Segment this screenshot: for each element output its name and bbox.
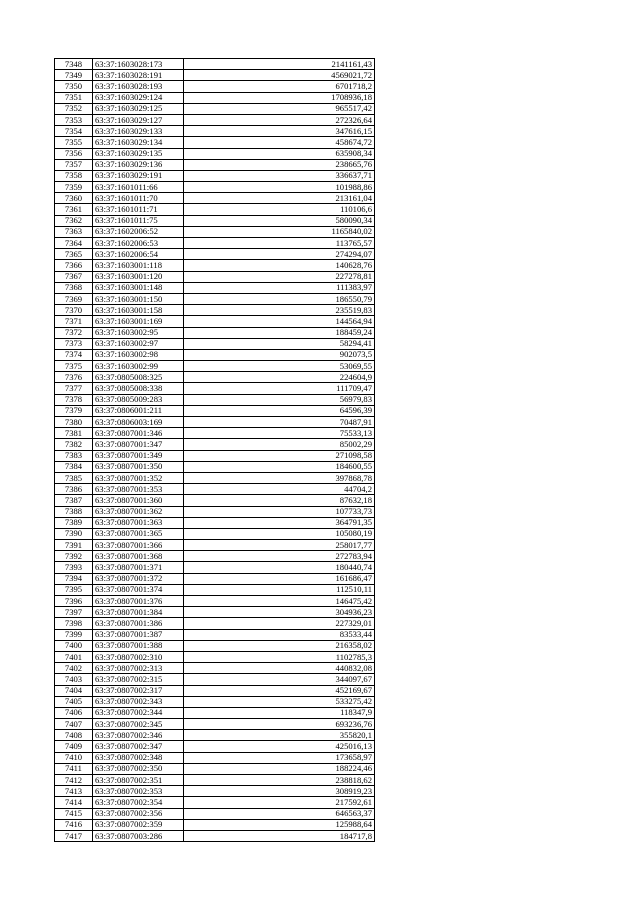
cadastral-value-cell: 53069,55 [184,361,375,372]
cadastral-number-cell: 63:37:1601011:71 [93,204,184,215]
row-number-cell: 7377 [55,383,93,394]
row-number-cell: 7388 [55,506,93,517]
table-row [55,651,375,662]
table-row [55,730,375,741]
row-number-cell: 7406 [55,707,93,718]
cadastral-number-cell: 63:37:0807001:372 [93,573,184,584]
table-row [55,775,375,786]
cadastral-number-cell: 63:37:0805009:283 [93,394,184,405]
cadastral-number-cell: 63:37:1603028:173 [93,59,184,70]
row-number-cell: 7357 [55,159,93,170]
cadastral-number-cell: 63:37:1602006:52 [93,226,184,237]
table-row [55,293,375,304]
row-number-cell: 7352 [55,103,93,114]
row-number-cell: 7414 [55,797,93,808]
row-number-cell: 7379 [55,405,93,416]
row-number-cell: 7415 [55,808,93,819]
cadastral-value-cell: 180440,74 [184,562,375,573]
table-row [55,719,375,730]
row-number-cell: 7351 [55,92,93,103]
cadastral-value-cell: 111383,97 [184,282,375,293]
row-number-cell: 7403 [55,674,93,685]
table-row [55,70,375,81]
cadastral-number-cell: 63:37:1603028:193 [93,81,184,92]
cadastral-value-cell: 188224,46 [184,763,375,774]
cadastral-number-cell: 63:37:0807002:351 [93,775,184,786]
row-number-cell: 7366 [55,260,93,271]
cadastral-value-cell: 173658,97 [184,752,375,763]
table-row [55,316,375,327]
table-row [55,830,375,841]
table-row [55,81,375,92]
table-row [55,170,375,181]
cadastral-number-cell: 63:37:1603002:99 [93,361,184,372]
cadastral-value-cell: 217592,61 [184,797,375,808]
table-row [55,417,375,428]
table-row [55,573,375,584]
cadastral-value-cell: 1165840,02 [184,226,375,237]
cadastral-value-cell: 1708936,18 [184,92,375,103]
row-number-cell: 7412 [55,775,93,786]
row-number-cell: 7404 [55,685,93,696]
cadastral-number-cell: 63:37:0807002:353 [93,786,184,797]
cadastral-number-cell: 63:37:0805008:338 [93,383,184,394]
cadastral-number-cell: 63:37:1603029:133 [93,126,184,137]
row-number-cell: 7397 [55,607,93,618]
cadastral-number-cell: 63:37:1603002:98 [93,349,184,360]
cadastral-value-cell: 308919,23 [184,786,375,797]
row-number-cell: 7359 [55,182,93,193]
cadastral-number-cell: 63:37:0807002:350 [93,763,184,774]
row-number-cell: 7413 [55,786,93,797]
cadastral-value-cell: 186550,79 [184,293,375,304]
cadastral-value-cell: 355820,1 [184,730,375,741]
row-number-cell: 7395 [55,584,93,595]
table-row [55,271,375,282]
row-number-cell: 7399 [55,629,93,640]
cadastral-number-cell: 63:37:1603002:95 [93,327,184,338]
cadastral-value-cell: 347616,15 [184,126,375,137]
cadastral-number-cell: 63:37:0807002:348 [93,752,184,763]
cadastral-number-cell: 63:37:0806003:169 [93,417,184,428]
table-row [55,450,375,461]
cadastral-value-cell: 58294,41 [184,338,375,349]
cadastral-value-cell: 227329,01 [184,618,375,629]
row-number-cell: 7383 [55,450,93,461]
cadastral-number-cell: 63:37:0807001:368 [93,551,184,562]
row-number-cell: 7398 [55,618,93,629]
cadastral-number-cell: 63:37:1603001:158 [93,305,184,316]
cadastral-number-cell: 63:37:1601011:75 [93,215,184,226]
cadastral-number-cell: 63:37:0807002:346 [93,730,184,741]
row-number-cell: 7417 [55,830,93,841]
cadastral-number-cell: 63:37:0807002:317 [93,685,184,696]
cadastral-value-cell: 336637,71 [184,170,375,181]
cadastral-value-cell: 144564,94 [184,316,375,327]
table-row [55,551,375,562]
cadastral-number-cell: 63:37:1602006:54 [93,249,184,260]
table-row [55,137,375,148]
cadastral-value-cell: 188459,24 [184,327,375,338]
cadastral-number-cell: 63:37:0807002:313 [93,663,184,674]
row-number-cell: 7375 [55,361,93,372]
row-number-cell: 7381 [55,428,93,439]
cadastral-number-cell: 63:37:1603029:134 [93,137,184,148]
cadastral-number-cell: 63:37:1603001:120 [93,271,184,282]
table-row [55,103,375,114]
cadastral-value-cell: 101988,86 [184,182,375,193]
cadastral-number-cell: 63:37:0807001:365 [93,528,184,539]
cadastral-value-cell: 238818,62 [184,775,375,786]
row-number-cell: 7365 [55,249,93,260]
cadastral-number-cell: 63:37:1603002:97 [93,338,184,349]
cadastral-value-cell: 111709,47 [184,383,375,394]
cadastral-value-cell: 965517,42 [184,103,375,114]
table-row [55,394,375,405]
cadastral-value-cell: 4569021,72 [184,70,375,81]
cadastral-number-cell: 63:37:1603001:169 [93,316,184,327]
cadastral-number-cell: 63:37:1603029:135 [93,148,184,159]
cadastral-number-cell: 63:37:1601011:66 [93,182,184,193]
cadastral-value-cell: 75533,13 [184,428,375,439]
cadastral-value-cell: 224604,9 [184,372,375,383]
table-row [55,472,375,483]
table-body [55,59,375,842]
cadastral-value-cell: 227278,81 [184,271,375,282]
row-number-cell: 7389 [55,517,93,528]
table-row [55,428,375,439]
cadastral-value-cell: 64596,39 [184,405,375,416]
table-row [55,629,375,640]
table-row [55,819,375,830]
row-number-cell: 7405 [55,696,93,707]
cadastral-number-cell: 63:37:0807001:386 [93,618,184,629]
table-row [55,618,375,629]
cadastral-number-cell: 63:37:0807001:363 [93,517,184,528]
table-row [55,484,375,495]
cadastral-value-cell: 635908,34 [184,148,375,159]
cadastral-value-cell: 44704,2 [184,484,375,495]
table-row [55,361,375,372]
cadastral-number-cell: 63:37:0807001:387 [93,629,184,640]
row-number-cell: 7350 [55,81,93,92]
cadastral-value-cell: 693236,76 [184,719,375,730]
cadastral-value-cell: 533275,42 [184,696,375,707]
cadastral-number-cell: 63:37:0807001:388 [93,640,184,651]
cadastral-value-cell: 272326,64 [184,114,375,125]
row-number-cell: 7373 [55,338,93,349]
cadastral-value-cell: 1102785,3 [184,651,375,662]
row-number-cell: 7402 [55,663,93,674]
table-row [55,260,375,271]
cadastral-value-cell: 2141161,43 [184,59,375,70]
row-number-cell: 7361 [55,204,93,215]
cadastral-number-cell: 63:37:0807002:359 [93,819,184,830]
cadastral-value-cell: 271098,58 [184,450,375,461]
table-row [55,461,375,472]
cadastral-number-cell: 63:37:0805008:325 [93,372,184,383]
row-number-cell: 7354 [55,126,93,137]
table-row [55,707,375,718]
cadastral-number-cell: 63:37:0807002:354 [93,797,184,808]
cadastral-value-cell: 140628,76 [184,260,375,271]
cadastral-value-cell: 125988,64 [184,819,375,830]
cadastral-number-cell: 63:37:0807001:350 [93,461,184,472]
row-number-cell: 7407 [55,719,93,730]
cadastral-number-cell: 63:37:0807001:384 [93,607,184,618]
table-row [55,540,375,551]
cadastral-number-cell: 63:37:0807002:344 [93,707,184,718]
cadastral-value-cell: 6701718,2 [184,81,375,92]
row-number-cell: 7410 [55,752,93,763]
table-row [55,696,375,707]
row-number-cell: 7393 [55,562,93,573]
cadastral-value-cell: 146475,42 [184,596,375,607]
row-number-cell: 7372 [55,327,93,338]
row-number-cell: 7371 [55,316,93,327]
cadastral-value-cell: 87632,18 [184,495,375,506]
row-number-cell: 7349 [55,70,93,81]
row-number-cell: 7411 [55,763,93,774]
row-number-cell: 7358 [55,170,93,181]
cadastral-number-cell: 63:37:1603001:150 [93,293,184,304]
row-number-cell: 7391 [55,540,93,551]
cadastral-number-cell: 63:37:0807001:366 [93,540,184,551]
cadastral-number-cell: 63:37:0807001:349 [93,450,184,461]
table-row [55,193,375,204]
row-number-cell: 7380 [55,417,93,428]
cadastral-value-table [54,58,375,842]
cadastral-value-cell: 56979,83 [184,394,375,405]
cadastral-value-cell: 235519,83 [184,305,375,316]
cadastral-value-cell: 110106,6 [184,204,375,215]
table-row [55,607,375,618]
cadastral-number-cell: 63:37:0807002:315 [93,674,184,685]
row-number-cell: 7355 [55,137,93,148]
row-number-cell: 7384 [55,461,93,472]
cadastral-number-cell: 63:37:0807001:347 [93,439,184,450]
cadastral-value-cell: 184717,8 [184,830,375,841]
table-row [55,204,375,215]
table-row [55,215,375,226]
cadastral-number-cell: 63:37:0807001:352 [93,472,184,483]
cadastral-number-cell: 63:37:0806001:211 [93,405,184,416]
row-number-cell: 7390 [55,528,93,539]
cadastral-value-cell: 458674,72 [184,137,375,148]
table-row [55,338,375,349]
table-row [55,305,375,316]
cadastral-value-cell: 258017,77 [184,540,375,551]
row-number-cell: 7382 [55,439,93,450]
table-row [55,372,375,383]
cadastral-value-cell: 113765,57 [184,238,375,249]
cadastral-number-cell: 63:37:0807002:356 [93,808,184,819]
table-row [55,797,375,808]
cadastral-number-cell: 63:37:1603029:124 [93,92,184,103]
row-number-cell: 7374 [55,349,93,360]
cadastral-number-cell: 63:37:1601011:70 [93,193,184,204]
table-row [55,808,375,819]
cadastral-value-cell: 364791,35 [184,517,375,528]
table-row [55,596,375,607]
cadastral-number-cell: 63:37:0807002:345 [93,719,184,730]
cadastral-number-cell: 63:37:0807002:347 [93,741,184,752]
cadastral-value-cell: 274294,07 [184,249,375,260]
cadastral-value-cell: 902073,5 [184,349,375,360]
table-row [55,562,375,573]
row-number-cell: 7378 [55,394,93,405]
row-number-cell: 7409 [55,741,93,752]
cadastral-number-cell: 63:37:0807001:374 [93,584,184,595]
table-row [55,114,375,125]
cadastral-value-cell: 85002,29 [184,439,375,450]
cadastral-number-cell: 63:37:1603001:148 [93,282,184,293]
row-number-cell: 7408 [55,730,93,741]
table-row [55,282,375,293]
cadastral-value-cell: 452169,67 [184,685,375,696]
cadastral-number-cell: 63:37:1603029:125 [93,103,184,114]
table-row [55,517,375,528]
cadastral-value-cell: 112510,11 [184,584,375,595]
cadastral-number-cell: 63:37:1603029:191 [93,170,184,181]
cadastral-value-cell: 161686,47 [184,573,375,584]
table-row [55,495,375,506]
table-row [55,92,375,103]
row-number-cell: 7394 [55,573,93,584]
cadastral-number-cell: 63:37:1603029:127 [93,114,184,125]
row-number-cell: 7396 [55,596,93,607]
row-number-cell: 7369 [55,293,93,304]
cadastral-number-cell: 63:37:0807001:376 [93,596,184,607]
cadastral-number-cell: 63:37:0807001:346 [93,428,184,439]
cadastral-value-cell: 238665,76 [184,159,375,170]
cadastral-value-cell: 105080,19 [184,528,375,539]
table-row [55,226,375,237]
cadastral-number-cell: 63:37:0807001:371 [93,562,184,573]
table-row [55,148,375,159]
table-row [55,126,375,137]
table-row [55,640,375,651]
table-row [55,327,375,338]
cadastral-value-cell: 580090,34 [184,215,375,226]
cadastral-value-cell: 184600,55 [184,461,375,472]
row-number-cell: 7386 [55,484,93,495]
cadastral-value-cell: 440832,08 [184,663,375,674]
cadastral-number-cell: 63:37:1603028:191 [93,70,184,81]
cadastral-number-cell: 63:37:1603001:118 [93,260,184,271]
table-row [55,439,375,450]
row-number-cell: 7364 [55,238,93,249]
cadastral-number-cell: 63:37:0807001:360 [93,495,184,506]
table-row [55,741,375,752]
cadastral-value-cell: 304936,23 [184,607,375,618]
table-row [55,249,375,260]
cadastral-number-cell: 63:37:1602006:53 [93,238,184,249]
cadastral-value-cell: 646563,37 [184,808,375,819]
row-number-cell: 7360 [55,193,93,204]
row-number-cell: 7356 [55,148,93,159]
table-row [55,59,375,70]
row-number-cell: 7401 [55,651,93,662]
cadastral-number-cell: 63:37:0807002:343 [93,696,184,707]
row-number-cell: 7387 [55,495,93,506]
row-number-cell: 7400 [55,640,93,651]
table-row [55,182,375,193]
table-row [55,752,375,763]
cadastral-value-cell: 70487,91 [184,417,375,428]
cadastral-number-cell: 63:37:0807001:362 [93,506,184,517]
cadastral-value-cell: 397868,78 [184,472,375,483]
table-row [55,238,375,249]
table-row [55,674,375,685]
row-number-cell: 7376 [55,372,93,383]
table-row [55,786,375,797]
table-row [55,383,375,394]
row-number-cell: 7353 [55,114,93,125]
cadastral-number-cell: 63:37:0807001:353 [93,484,184,495]
table-row [55,159,375,170]
table-row [55,685,375,696]
row-number-cell: 7392 [55,551,93,562]
row-number-cell: 7416 [55,819,93,830]
cadastral-number-cell: 63:37:0807003:286 [93,830,184,841]
cadastral-value-cell: 272783,94 [184,551,375,562]
table-row [55,584,375,595]
cadastral-value-cell: 107733,73 [184,506,375,517]
table-row [55,663,375,674]
row-number-cell: 7370 [55,305,93,316]
table-row [55,349,375,360]
table-row [55,506,375,517]
row-number-cell: 7367 [55,271,93,282]
cadastral-value-cell: 425016,13 [184,741,375,752]
cadastral-value-cell: 213161,04 [184,193,375,204]
cadastral-number-cell: 63:37:0807002:310 [93,651,184,662]
cadastral-value-cell: 118347,9 [184,707,375,718]
row-number-cell: 7385 [55,472,93,483]
row-number-cell: 7362 [55,215,93,226]
cadastral-value-cell: 216358,02 [184,640,375,651]
row-number-cell: 7363 [55,226,93,237]
cadastral-number-cell: 63:37:1603029:136 [93,159,184,170]
row-number-cell: 7368 [55,282,93,293]
table-row [55,528,375,539]
row-number-cell: 7348 [55,59,93,70]
table-row [55,405,375,416]
cadastral-value-cell: 344097,67 [184,674,375,685]
table-row [55,763,375,774]
cadastral-value-cell: 83533,44 [184,629,375,640]
